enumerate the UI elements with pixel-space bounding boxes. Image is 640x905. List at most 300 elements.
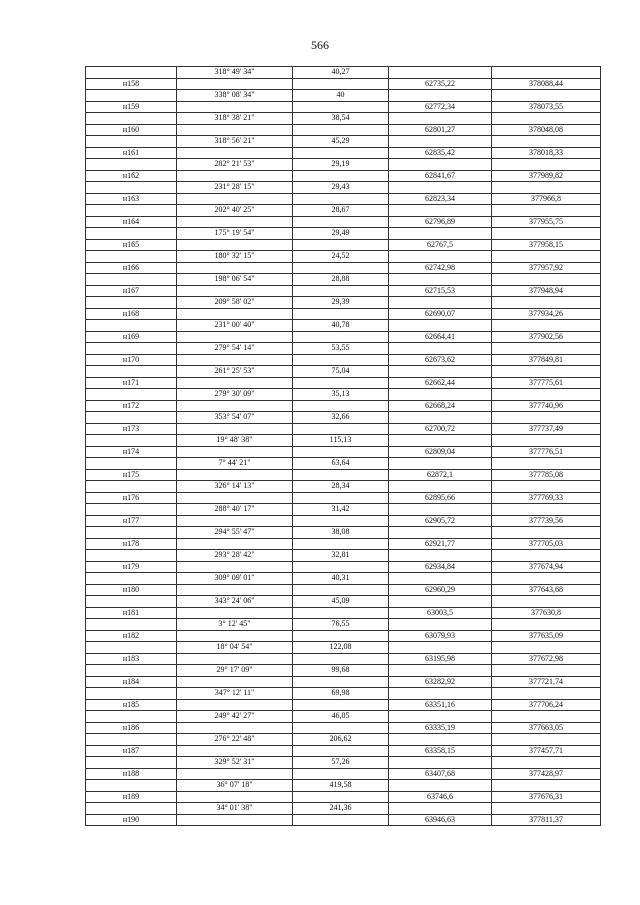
x-coordinate-cell: 62960,29 (389, 584, 492, 596)
table-row (86, 745, 601, 757)
direction-angle-cell: 353° 54' 07" (177, 412, 293, 424)
table-row (86, 653, 601, 665)
table-row (86, 136, 601, 148)
x-coordinate-cell (389, 297, 492, 309)
table-row (86, 182, 601, 194)
segment-length-cell (293, 124, 389, 136)
segment-length-cell (293, 630, 389, 642)
x-coordinate-cell (389, 159, 492, 171)
segment-length-cell: 241,36 (293, 803, 389, 815)
y-coordinate-cell: 377737,49 (492, 423, 601, 435)
segment-length-cell: 99,68 (293, 665, 389, 677)
segment-length-cell: 53,55 (293, 343, 389, 355)
point-cell (86, 734, 177, 746)
y-coordinate-cell: 378048,08 (492, 124, 601, 136)
y-coordinate-cell: 377785,08 (492, 469, 601, 481)
table-row (86, 699, 601, 711)
x-coordinate-cell: 62835,42 (389, 147, 492, 159)
point-cell: н187 (86, 745, 177, 757)
direction-angle-cell (177, 170, 293, 182)
direction-angle-cell: 3° 12' 45" (177, 619, 293, 631)
direction-angle-cell: 318° 38' 21" (177, 113, 293, 125)
x-coordinate-cell: 63335,19 (389, 722, 492, 734)
table-row (86, 205, 601, 217)
table-row (86, 734, 601, 746)
x-coordinate-cell (389, 458, 492, 470)
table-row (86, 78, 601, 90)
table-row (86, 458, 601, 470)
y-coordinate-cell (492, 688, 601, 700)
x-coordinate-cell: 62715,53 (389, 285, 492, 297)
y-coordinate-cell: 377966,8 (492, 193, 601, 205)
x-coordinate-cell: 63003,5 (389, 607, 492, 619)
table-row (86, 297, 601, 309)
y-coordinate-cell (492, 297, 601, 309)
point-cell (86, 113, 177, 125)
segment-length-cell (293, 446, 389, 458)
segment-length-cell (293, 791, 389, 803)
y-coordinate-cell (492, 619, 601, 631)
direction-angle-cell: 338° 08' 34" (177, 90, 293, 102)
table-row (86, 561, 601, 573)
segment-length-cell: 57,26 (293, 757, 389, 769)
x-coordinate-cell (389, 504, 492, 516)
y-coordinate-cell (492, 182, 601, 194)
point-cell (86, 435, 177, 447)
y-coordinate-cell (492, 251, 601, 263)
x-coordinate-cell (389, 757, 492, 769)
direction-angle-cell: 279° 54' 14" (177, 343, 293, 355)
segment-length-cell: 45,09 (293, 596, 389, 608)
segment-length-cell (293, 239, 389, 251)
segment-length-cell (293, 722, 389, 734)
table-row (86, 642, 601, 654)
direction-angle-cell: 343° 24' 06" (177, 596, 293, 608)
point-cell (86, 412, 177, 424)
point-cell (86, 228, 177, 240)
point-cell: н182 (86, 630, 177, 642)
table-row (86, 573, 601, 585)
table-row (86, 228, 601, 240)
x-coordinate-cell: 62662,44 (389, 377, 492, 389)
x-coordinate-cell (389, 389, 492, 401)
x-coordinate-cell: 63282,92 (389, 676, 492, 688)
y-coordinate-cell: 377740,96 (492, 400, 601, 412)
point-cell (86, 366, 177, 378)
table-row (86, 619, 601, 631)
direction-angle-cell: 282° 21' 53" (177, 159, 293, 171)
segment-length-cell: 31,42 (293, 504, 389, 516)
y-coordinate-cell (492, 67, 601, 79)
y-coordinate-cell: 377676,31 (492, 791, 601, 803)
direction-angle-cell (177, 791, 293, 803)
x-coordinate-cell: 62668,24 (389, 400, 492, 412)
segment-length-cell: 206,62 (293, 734, 389, 746)
y-coordinate-cell: 377849,81 (492, 354, 601, 366)
x-coordinate-cell (389, 320, 492, 332)
point-cell (86, 757, 177, 769)
segment-length-cell: 122,08 (293, 642, 389, 654)
table-row (86, 159, 601, 171)
x-coordinate-cell (389, 596, 492, 608)
y-coordinate-cell: 377948,94 (492, 285, 601, 297)
table-row (86, 343, 601, 355)
table-row (86, 665, 601, 677)
y-coordinate-cell (492, 481, 601, 493)
x-coordinate-cell: 62841,67 (389, 170, 492, 182)
x-coordinate-cell (389, 412, 492, 424)
segment-length-cell: 75,04 (293, 366, 389, 378)
segment-length-cell (293, 216, 389, 228)
table-row (86, 492, 601, 504)
segment-length-cell: 45,29 (293, 136, 389, 148)
table-row (86, 469, 601, 481)
x-coordinate-cell: 62809,04 (389, 446, 492, 458)
table-row (86, 688, 601, 700)
direction-angle-cell: 249° 42' 27" (177, 711, 293, 723)
table-row (86, 320, 601, 332)
point-cell: н174 (86, 446, 177, 458)
segment-length-cell: 63,64 (293, 458, 389, 470)
y-coordinate-cell (492, 596, 601, 608)
direction-angle-cell (177, 515, 293, 527)
segment-length-cell (293, 584, 389, 596)
table-row (86, 67, 601, 79)
x-coordinate-cell (389, 642, 492, 654)
segment-length-cell (293, 308, 389, 320)
segment-length-cell: 24,52 (293, 251, 389, 263)
direction-angle-cell (177, 262, 293, 274)
segment-length-cell (293, 193, 389, 205)
table-row (86, 527, 601, 539)
table-row (86, 435, 601, 447)
y-coordinate-cell (492, 136, 601, 148)
table-row (86, 757, 601, 769)
point-cell: н184 (86, 676, 177, 688)
direction-angle-cell: 34° 01' 38" (177, 803, 293, 815)
y-coordinate-cell: 377934,26 (492, 308, 601, 320)
x-coordinate-cell (389, 343, 492, 355)
segment-length-cell: 40,78 (293, 320, 389, 332)
direction-angle-cell (177, 722, 293, 734)
segment-length-cell: 28,34 (293, 481, 389, 493)
table-row (86, 803, 601, 815)
direction-angle-cell (177, 354, 293, 366)
segment-length-cell (293, 492, 389, 504)
x-coordinate-cell (389, 711, 492, 723)
point-cell (86, 573, 177, 585)
table-row (86, 607, 601, 619)
y-coordinate-cell: 377428,97 (492, 768, 601, 780)
point-cell: н180 (86, 584, 177, 596)
y-coordinate-cell (492, 734, 601, 746)
y-coordinate-cell (492, 803, 601, 815)
y-coordinate-cell (492, 343, 601, 355)
point-cell (86, 159, 177, 171)
segment-length-cell (293, 538, 389, 550)
direction-angle-cell: 180° 32' 15" (177, 251, 293, 263)
segment-length-cell (293, 101, 389, 113)
table-row (86, 791, 601, 803)
point-cell (86, 780, 177, 792)
table-row (86, 515, 601, 527)
x-coordinate-cell: 62823,34 (389, 193, 492, 205)
direction-angle-cell: 29° 17' 09" (177, 665, 293, 677)
segment-length-cell (293, 147, 389, 159)
y-coordinate-cell: 377989,82 (492, 170, 601, 182)
segment-length-cell (293, 331, 389, 343)
direction-angle-cell (177, 653, 293, 665)
segment-length-cell: 35,13 (293, 389, 389, 401)
point-cell (86, 504, 177, 516)
direction-angle-cell: 279° 30' 09" (177, 389, 293, 401)
y-coordinate-cell (492, 389, 601, 401)
point-cell: н159 (86, 101, 177, 113)
table-row (86, 113, 601, 125)
segment-length-cell: 38,54 (293, 113, 389, 125)
y-coordinate-cell (492, 458, 601, 470)
direction-angle-cell: 19° 48' 38" (177, 435, 293, 447)
point-cell (86, 458, 177, 470)
direction-angle-cell (177, 101, 293, 113)
segment-length-cell (293, 400, 389, 412)
direction-angle-cell (177, 676, 293, 688)
point-cell (86, 665, 177, 677)
point-cell (86, 343, 177, 355)
direction-angle-cell (177, 469, 293, 481)
point-cell: н165 (86, 239, 177, 251)
table-row (86, 550, 601, 562)
point-cell: н167 (86, 285, 177, 297)
direction-angle-cell (177, 216, 293, 228)
point-cell: н168 (86, 308, 177, 320)
point-cell (86, 251, 177, 263)
point-cell (86, 320, 177, 332)
y-coordinate-cell: 377706,24 (492, 699, 601, 711)
direction-angle-cell (177, 78, 293, 90)
x-coordinate-cell: 62872,1 (389, 469, 492, 481)
table-row (86, 676, 601, 688)
point-cell (86, 205, 177, 217)
point-cell (86, 619, 177, 631)
point-cell (86, 596, 177, 608)
point-cell (86, 481, 177, 493)
y-coordinate-cell (492, 711, 601, 723)
direction-angle-cell (177, 193, 293, 205)
x-coordinate-cell: 62921,77 (389, 538, 492, 550)
segment-length-cell: 40 (293, 90, 389, 102)
direction-angle-cell: 329° 52' 31" (177, 757, 293, 769)
direction-angle-cell: 326° 14' 13" (177, 481, 293, 493)
y-coordinate-cell: 377958,15 (492, 239, 601, 251)
direction-angle-cell: 36° 07' 18" (177, 780, 293, 792)
direction-angle-cell: 7° 44' 21" (177, 458, 293, 470)
point-cell: н160 (86, 124, 177, 136)
table-row (86, 331, 601, 343)
point-cell (86, 274, 177, 286)
direction-angle-cell: 288° 40' 17" (177, 504, 293, 516)
point-cell: н176 (86, 492, 177, 504)
coordinates-table-body (86, 67, 601, 826)
point-cell: н177 (86, 515, 177, 527)
table-row (86, 389, 601, 401)
table-row (86, 274, 601, 286)
y-coordinate-cell: 377635,09 (492, 630, 601, 642)
point-cell: н163 (86, 193, 177, 205)
x-coordinate-cell: 62796,89 (389, 216, 492, 228)
point-cell: н173 (86, 423, 177, 435)
segment-length-cell: 28,88 (293, 274, 389, 286)
segment-length-cell (293, 768, 389, 780)
segment-length-cell: 29,19 (293, 159, 389, 171)
direction-angle-cell: 198° 06' 54" (177, 274, 293, 286)
x-coordinate-cell (389, 665, 492, 677)
y-coordinate-cell (492, 780, 601, 792)
y-coordinate-cell: 377955,75 (492, 216, 601, 228)
segment-length-cell (293, 561, 389, 573)
x-coordinate-cell (389, 274, 492, 286)
point-cell: н179 (86, 561, 177, 573)
y-coordinate-cell: 377457,71 (492, 745, 601, 757)
table-row (86, 423, 601, 435)
direction-angle-cell: 209° 58' 02" (177, 297, 293, 309)
table-row (86, 814, 601, 826)
x-coordinate-cell: 62895,66 (389, 492, 492, 504)
coordinates-table-container (85, 66, 600, 826)
y-coordinate-cell (492, 435, 601, 447)
segment-length-cell (293, 469, 389, 481)
direction-angle-cell (177, 538, 293, 550)
table-row (86, 446, 601, 458)
x-coordinate-cell: 62772,34 (389, 101, 492, 113)
x-coordinate-cell (389, 67, 492, 79)
direction-angle-cell: 202° 40' 25" (177, 205, 293, 217)
segment-length-cell (293, 653, 389, 665)
y-coordinate-cell (492, 159, 601, 171)
point-cell: н189 (86, 791, 177, 803)
y-coordinate-cell: 378073,55 (492, 101, 601, 113)
table-row (86, 124, 601, 136)
table-row (86, 412, 601, 424)
y-coordinate-cell (492, 757, 601, 769)
point-cell: н169 (86, 331, 177, 343)
segment-length-cell: 29,49 (293, 228, 389, 240)
table-row (86, 308, 601, 320)
segment-length-cell: 419,58 (293, 780, 389, 792)
x-coordinate-cell (389, 182, 492, 194)
y-coordinate-cell (492, 320, 601, 332)
table-row (86, 239, 601, 251)
y-coordinate-cell: 377776,51 (492, 446, 601, 458)
direction-angle-cell (177, 400, 293, 412)
point-cell (86, 389, 177, 401)
direction-angle-cell (177, 308, 293, 320)
x-coordinate-cell: 62735,22 (389, 78, 492, 90)
direction-angle-cell: 293° 28' 42" (177, 550, 293, 562)
direction-angle-cell (177, 423, 293, 435)
y-coordinate-cell (492, 504, 601, 516)
y-coordinate-cell: 378018,33 (492, 147, 601, 159)
x-coordinate-cell (389, 251, 492, 263)
table-row (86, 193, 601, 205)
table-row (86, 596, 601, 608)
segment-length-cell: 40,31 (293, 573, 389, 585)
direction-angle-cell (177, 331, 293, 343)
y-coordinate-cell (492, 573, 601, 585)
point-cell (86, 182, 177, 194)
x-coordinate-cell: 62905,72 (389, 515, 492, 527)
y-coordinate-cell: 377902,56 (492, 331, 601, 343)
direction-angle-cell (177, 814, 293, 826)
x-coordinate-cell: 62673,62 (389, 354, 492, 366)
table-row (86, 147, 601, 159)
y-coordinate-cell: 377769,33 (492, 492, 601, 504)
table-row (86, 262, 601, 274)
table-row (86, 504, 601, 516)
segment-length-cell (293, 423, 389, 435)
point-cell: н172 (86, 400, 177, 412)
direction-angle-cell: 261° 25' 53" (177, 366, 293, 378)
segment-length-cell: 40,27 (293, 67, 389, 79)
point-cell: н183 (86, 653, 177, 665)
x-coordinate-cell: 63946,63 (389, 814, 492, 826)
y-coordinate-cell: 377663,05 (492, 722, 601, 734)
table-row (86, 630, 601, 642)
x-coordinate-cell (389, 435, 492, 447)
direction-angle-cell (177, 285, 293, 297)
direction-angle-cell (177, 584, 293, 596)
y-coordinate-cell (492, 550, 601, 562)
point-cell: н185 (86, 699, 177, 711)
y-coordinate-cell (492, 527, 601, 539)
x-coordinate-cell (389, 113, 492, 125)
table-row (86, 216, 601, 228)
point-cell: н161 (86, 147, 177, 159)
segment-length-cell: 28,67 (293, 205, 389, 217)
point-cell (86, 550, 177, 562)
segment-length-cell: 76,55 (293, 619, 389, 631)
direction-angle-cell: 318° 49' 34" (177, 67, 293, 79)
direction-angle-cell (177, 607, 293, 619)
table-row (86, 481, 601, 493)
y-coordinate-cell (492, 366, 601, 378)
x-coordinate-cell: 62742,98 (389, 262, 492, 274)
x-coordinate-cell (389, 780, 492, 792)
point-cell: н164 (86, 216, 177, 228)
point-cell: н188 (86, 768, 177, 780)
point-cell: н190 (86, 814, 177, 826)
direction-angle-cell: 309° 09' 01" (177, 573, 293, 585)
point-cell: н158 (86, 78, 177, 90)
point-cell: н170 (86, 354, 177, 366)
table-row (86, 584, 601, 596)
segment-length-cell (293, 515, 389, 527)
x-coordinate-cell (389, 136, 492, 148)
y-coordinate-cell: 377674,94 (492, 561, 601, 573)
segment-length-cell: 69,98 (293, 688, 389, 700)
x-coordinate-cell (389, 688, 492, 700)
x-coordinate-cell: 63407,68 (389, 768, 492, 780)
x-coordinate-cell (389, 550, 492, 562)
segment-length-cell (293, 377, 389, 389)
table-row (86, 377, 601, 389)
table-row (86, 354, 601, 366)
segment-length-cell: 32,81 (293, 550, 389, 562)
segment-length-cell (293, 354, 389, 366)
segment-length-cell (293, 170, 389, 182)
y-coordinate-cell: 377630,8 (492, 607, 601, 619)
table-row (86, 780, 601, 792)
